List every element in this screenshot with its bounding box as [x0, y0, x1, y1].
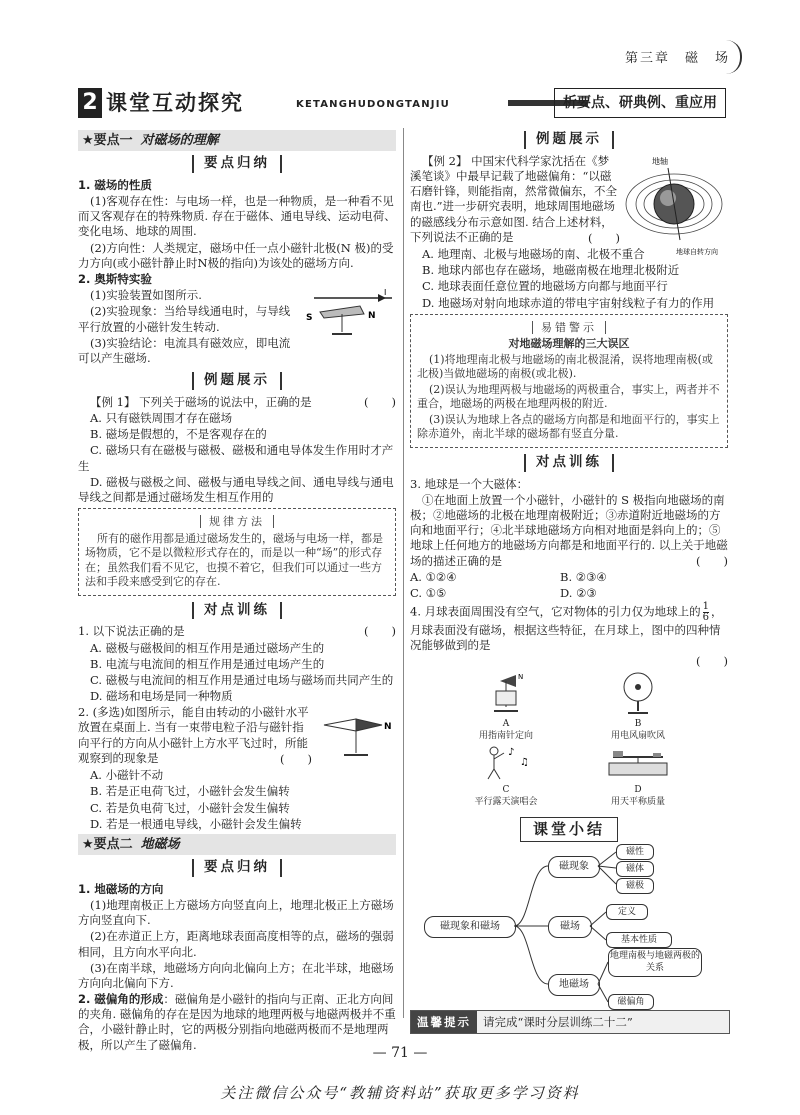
law-method-box [78, 508, 396, 596]
answer-paren: ( ) [364, 624, 396, 639]
column-divider [403, 128, 404, 1018]
mind-leaf-declination: 磁偏角 [608, 994, 654, 1010]
geo-3: (3)在南半球，地磁场方向向北偏向上方；在北半球，地磁场方向向北偏向下方. [78, 960, 394, 990]
ex1-option-a: A. 只有磁铁周围才存在磁场 [90, 411, 233, 426]
q1-option-a: A. 磁极与磁极间的相互作用是通过磁场产生的 [90, 640, 325, 655]
chapter-header: 第三章 磁 场 [624, 51, 730, 66]
q3-option-b: B. ②③④ [560, 569, 607, 584]
figure-b [588, 671, 688, 744]
section-title: 对点训练 [524, 454, 614, 472]
tip-bar [410, 1010, 730, 1034]
mind-leaf-magnet: 磁体 [616, 861, 654, 877]
answer-paren: ( ) [696, 553, 728, 568]
q3-option-c: C. ①⑤ [410, 585, 447, 600]
q2-block [78, 705, 396, 832]
props-1: (1)客观存在性：与电场一样，也是一种物质，是一种看不见而又客观存在的特殊物质. 存在于磁体、通电导线、运动电荷、变化电场、地球的周围. [78, 194, 396, 239]
banner-number: 2 [78, 88, 102, 118]
fig-rotation-label: 地球自转方向 [676, 247, 718, 256]
figure-a-letter: A [502, 719, 510, 730]
mind-leaf-pole-relation: 地理南极与地磁两极的关系 [608, 948, 702, 977]
q1-question [78, 624, 396, 639]
declination-heading: 2. 磁偏角的形成 [78, 992, 164, 1007]
section-title: 例题展示 [524, 131, 614, 149]
q1-option-c: C. 磁极与电流间的相互作用是通过电场与磁场而共同产生的 [90, 672, 394, 687]
section-training-2 [410, 454, 728, 472]
q1-text: 1. 以下说法正确的是 [78, 624, 185, 639]
mind-branch-geomagnetic: 地磁场 [548, 974, 600, 996]
answer-paren: ( ) [364, 394, 396, 409]
kp2-label: ★要点二 [82, 836, 133, 852]
figure-c [456, 741, 556, 810]
fig-axis-label: 地轴 [652, 156, 668, 166]
geo-direction-heading: 1. 地磁场的方向 [78, 881, 164, 896]
q3-options [410, 570, 728, 585]
kp1-label: ★要点一 [82, 133, 133, 148]
warn-title-text: 易错警示 [532, 321, 606, 334]
section-title: 例题展示 [192, 372, 282, 390]
electric-fan-icon [608, 671, 668, 715]
mistake-3: (3)误认为地球上各点的磁场方向都是和地面平行的，事实上除赤道外，南北半球的磁场都有竖直分量. [417, 412, 720, 441]
svg-text:N: N [368, 311, 376, 322]
mind-map [410, 848, 728, 1018]
summary-title-text: 课堂小结 [520, 817, 618, 843]
law-title-text: 规律方法 [200, 515, 274, 528]
figure-a [456, 671, 556, 744]
props-heading: 1. 磁场的性质 [78, 177, 152, 192]
mistake-2: (2)误认为地理两极与地磁场的两极重合，事实上，两者并不重合，地磁场的两极在地理两极的附近. [417, 382, 720, 411]
oersted-block [78, 288, 396, 366]
q4-question [410, 602, 728, 653]
svg-text:♪: ♪ [508, 746, 515, 758]
svg-text:N: N [384, 722, 392, 733]
earth-magnetic-field-figure [624, 154, 728, 258]
section-summary-2 [78, 859, 396, 877]
q2-option-b: B. 若是正电荷飞过，小磁针会发生偏转 [90, 784, 290, 799]
svg-text:S: S [306, 313, 313, 324]
oersted-2: (2)实验现象：当给导线通电时，与导线平行放置的小磁针发生转动. [78, 304, 291, 334]
fraction-denominator: 6 [702, 612, 709, 624]
q1-option-b: B. 电流与电流间的相互作用是通过电场产生的 [90, 656, 325, 671]
section-title: 要点归纳 [192, 859, 282, 877]
q3-text: ①在地面上放置一个小磁针，小磁针的 S 极指向地磁场的南极；②地磁场的北极在地理南极附近；③赤道附近地磁场的方向和地面平行；④北半球地磁场方向相对地面是斜向上的；⑤地球上任何地方的地磁场方向都是和地面平行的. 以上关于地磁场的描述正确的是 [410, 492, 728, 568]
section-training-1 [78, 602, 396, 620]
common-mistakes-box [410, 314, 728, 448]
fig-n-label: N [518, 672, 524, 681]
figure-d-letter: D [634, 785, 642, 796]
ex1-option-b: B. 磁场是假想的，不是客观存在的 [90, 427, 267, 442]
mind-leaf-basic-property: 基本性质 [606, 932, 672, 948]
q2-option-c: C. 若是负电荷飞过，小磁针会发生偏转 [90, 800, 290, 815]
geo-2: (2)在赤道正上方，距离地球表面高度相等的点，磁场的强弱相同，且方向水平向北. [78, 929, 394, 959]
law-method-title [85, 515, 389, 530]
ex2-option-a: A. 地理南、北极与地磁场的南、北极不重合 [422, 247, 645, 262]
section-banner [78, 88, 726, 118]
oersted-1: (1)实验装置如图所示. [90, 288, 202, 303]
q3-question: 3. 地球是一个大磁体： [410, 476, 529, 491]
class-summary-title [410, 817, 728, 843]
mistake-1: (1)将地理南北极与地磁场的南北极混淆，误将地理南极(或北极)当做地磁场的南极(或北极). [417, 352, 713, 381]
header-curl-decoration [726, 40, 742, 74]
footer-note: 关注微信公众号“教辅资料站”获取更多学习资料 [220, 1084, 580, 1102]
q4-figures [410, 671, 728, 809]
mind-leaf-pole: 磁极 [616, 878, 654, 894]
ex2-option-d: D. 地磁场对射向地球赤道的带电宇宙射线粒子有力的作用 [422, 295, 715, 310]
kp2-title: 地磁场 [140, 836, 180, 852]
banner-title: 课堂互动探究 [106, 91, 244, 115]
mistakes-heading: 对地磁场理解的三大误区 [508, 337, 630, 351]
section-example-2 [410, 131, 728, 149]
mind-root: 磁现象和磁场 [424, 916, 516, 938]
section-summary-1 [78, 155, 396, 173]
answer-paren: ( ) [696, 654, 728, 669]
q2-question: 2. (多选)如图所示，能自由转动的小磁针水平放置在桌面上. 当有一束带电粒子沿与磁针指向平行的方向从小磁针上方水平飞过时，所能观察到的现象是 [78, 705, 309, 765]
section-title: 要点归纳 [192, 155, 282, 173]
mind-leaf-magnetism: 磁性 [616, 844, 654, 860]
q2-option-d: D. 若是一根通电导线，小磁针会发生偏转 [90, 816, 302, 831]
answer-paren: ( ) [280, 751, 312, 766]
key-point-2 [78, 834, 396, 855]
oersted-heading: 2. 奥斯特实验 [78, 272, 152, 286]
oersted-figure [300, 288, 396, 338]
q3-option-d: D. ②③ [560, 585, 597, 600]
banner-tag: 析要点、研典例、重应用 [554, 88, 726, 118]
declination-text: ：磁偏角是小磁针的指向与正南、正北方向间的夹角. 磁偏角的存在是因为地球的地理两极与地磁两极并不重合，小磁针静止时，它的两极分别指向地磁两极而不是地理两极，所以产生了磁偏角. [78, 992, 396, 1052]
q3-body [410, 493, 728, 569]
compass-figure [316, 709, 396, 759]
props-2: (2)方向性：人类规定，磁场中任一点小磁针北极(N 极)的受力方向(或小磁针静止时N极的指向)为该处的磁场方向. [78, 240, 394, 270]
tip-text: 请完成“课时分层训练二十二” [483, 1015, 633, 1029]
oersted-3: (3)实验结论：电流具有磁效应，即电流可以产生磁场. [78, 335, 291, 365]
figure-d [588, 741, 688, 810]
example1-question [78, 395, 396, 410]
compass-on-stand-icon [476, 671, 536, 715]
q1-option-d: D. 磁场和电场是同一种物质 [90, 689, 233, 704]
svg-text:♫: ♫ [520, 756, 529, 768]
q3-option-a: A. ①②④ [410, 569, 457, 584]
example2-question: 【例 2】 中国宋代科学家沈括在《梦溪笔谈》中最早记载了地磁偏角：“以磁石磨针锋，则能指南，然常微偏东，不全南也.”进一步研究表明，地球周围地磁场的磁感线分布示意如图. 结合上述材料，下列说法不正确的是 [410, 153, 617, 244]
svg-text:I: I [384, 288, 387, 298]
q3-options-2 [410, 586, 728, 601]
mistakes-title [417, 321, 721, 336]
figure-b-letter: B [634, 719, 642, 730]
ex2-option-c: C. 地球表面任意位置的地磁场方向都与地面平行 [422, 279, 668, 294]
mind-branch-field: 磁场 [548, 916, 592, 938]
concert-icon [476, 741, 536, 781]
law-method-text: 所有的磁作用都是通过磁场发生的，磁场与电场一样，都是场物质，它不是以微粒形式存在的，而是以一种“场”的形式存在；虽然我们看不见它，也摸不着它，但我们可以通过一些方法和手段来感受到它的存在. [85, 531, 383, 589]
q4-text-1: 4. 月球表面周围没有空气，它对物体的引力仅为地球上的 [410, 604, 701, 619]
ex1-text: 【例 1】 下列关于磁场的说法中，正确的是 [90, 394, 312, 409]
ex2-option-b: B. 地球内部也存在磁场，地磁南极在地理北极附近 [422, 263, 680, 278]
banner-pinyin: KETANGHUDONGTANJIU [296, 99, 450, 110]
geo-1: (1)地理南极正上方磁场方向竖直向上，地理北极正上方磁场方向竖直向下. [78, 897, 394, 928]
section-title: 对点训练 [192, 602, 282, 620]
q4-text-2: ，月球表面没有磁场，根据这些特征，在月球上，图中的四种情况能够做到的是 [410, 604, 723, 653]
right-column [410, 128, 728, 1018]
mind-leaf-definition: 定义 [606, 904, 648, 920]
kp1-title: 对磁场的理解 [140, 133, 219, 148]
figure-a-caption: 用指南针定向 [478, 731, 533, 742]
q2-option-a: A. 小磁针不动 [90, 768, 164, 783]
ex1-option-c: C. 磁场只有在磁极与磁极、磁极和通电导体发生作用时才产生 [78, 443, 394, 473]
figure-d-caption: 用天平称质量 [610, 797, 665, 808]
figure-c-caption: 平行露天演唱会 [474, 797, 538, 808]
page-number: — 71 — [372, 1045, 428, 1061]
left-column [78, 128, 396, 1054]
ex1-option-d: D. 磁极与磁极之间、磁极与通电导线之间、通电导线与通电导线之间都是通过磁场发生相互作用的 [78, 474, 394, 504]
fraction [703, 602, 709, 623]
figure-c-letter: C [502, 785, 510, 796]
fraction-numerator: 1 [702, 601, 709, 613]
section-example-1 [78, 372, 396, 390]
tip-label: 温馨提示 [411, 1011, 477, 1033]
mind-branch-phenomenon: 磁现象 [548, 856, 600, 878]
figure-b-caption: 用电风扇吹风 [610, 731, 665, 742]
key-point-1 [78, 130, 396, 151]
answer-paren: ( ) [588, 230, 620, 245]
balance-scale-icon [603, 741, 673, 781]
